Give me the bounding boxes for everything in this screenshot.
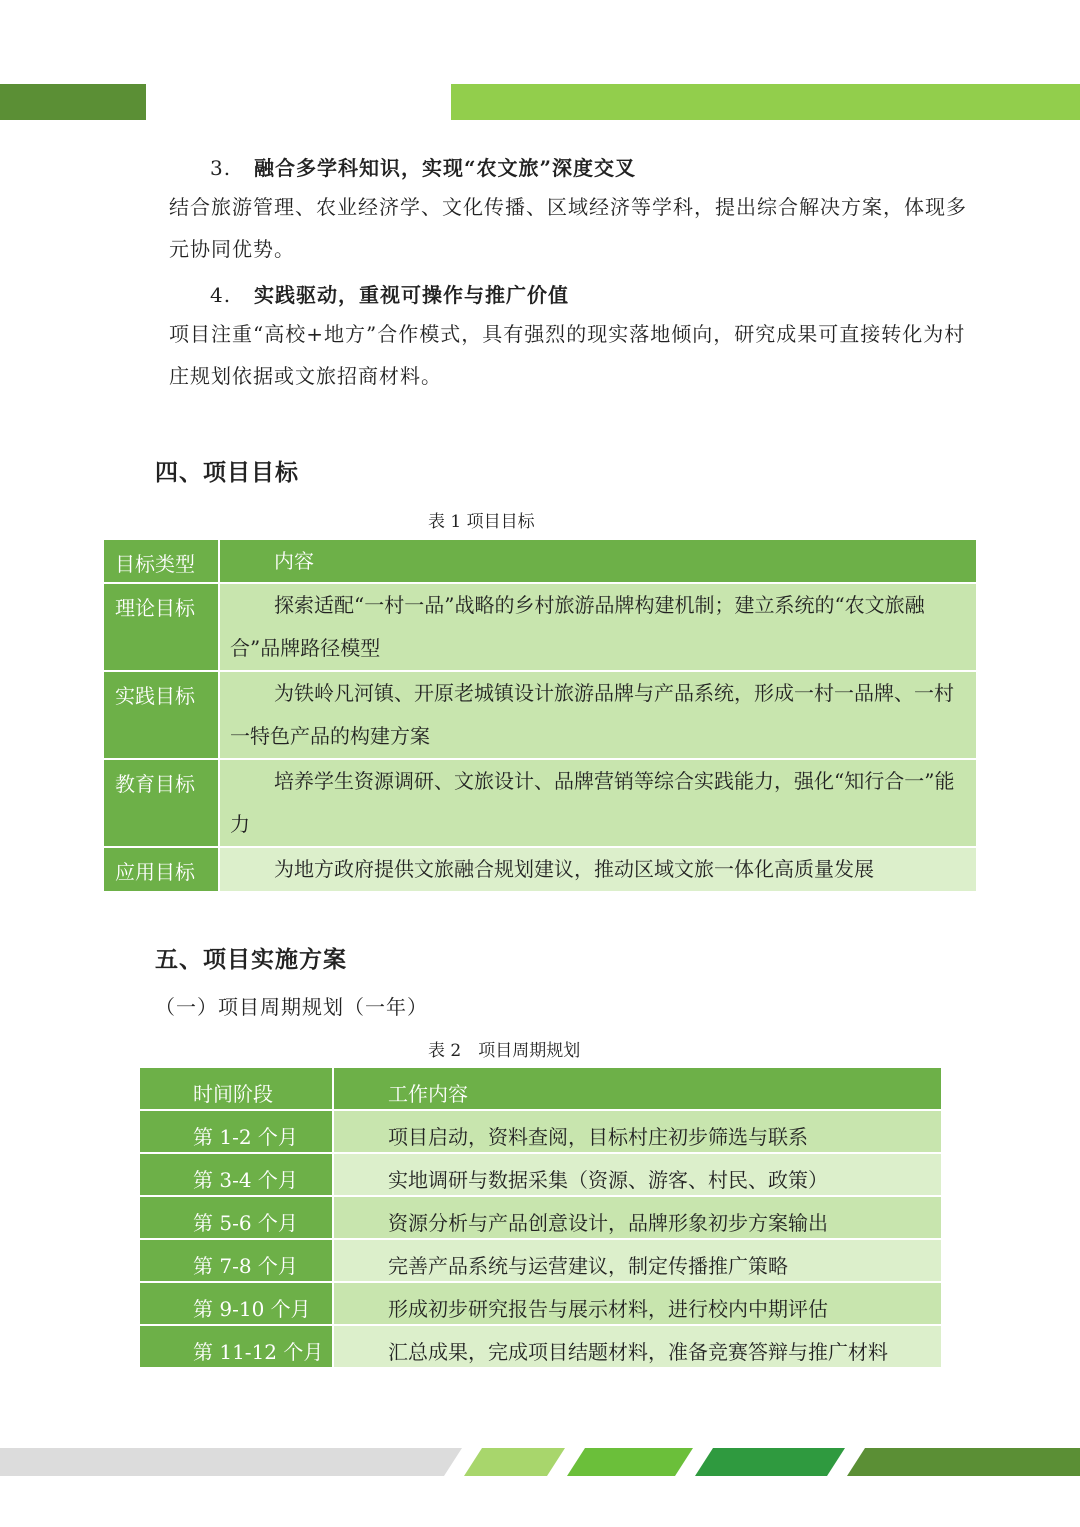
header-band-left: [0, 84, 146, 120]
task-cell: 项目启动，资料查阅，目标村庄初步筛选与联系: [332, 1111, 941, 1152]
table-header-row: [104, 540, 976, 584]
goal-type-cell: 实践目标: [104, 672, 218, 758]
phase-cell: 第 5-6 个月: [140, 1197, 332, 1238]
table-row: [140, 1240, 941, 1283]
task-cell: 汇总成果，完成项目结题材料，准备竞赛答辩与推广材料: [332, 1326, 941, 1367]
goal-content-cell: 探索适配“一村一品”战略的乡村旅游品牌构建机制；建立系统的“农文旅融合”品牌路径模型: [218, 584, 976, 670]
task-cell: 形成初步研究报告与展示材料，进行校内中期评估: [332, 1283, 941, 1324]
phase-cell: 第 11-12 个月: [140, 1326, 332, 1367]
table-row: [104, 848, 976, 893]
table-1-caption: 表 1 项目目标: [428, 512, 535, 532]
footer-stripes: [0, 1448, 1080, 1476]
header-cell: 时间阶段: [140, 1068, 332, 1109]
table-row: [140, 1197, 941, 1240]
table-header-row: [140, 1068, 941, 1111]
header-cell: 内容: [218, 540, 976, 582]
task-cell: 实地调研与数据采集（资源、游客、村民、政策）: [332, 1154, 941, 1195]
goal-content-cell: 为铁岭凡河镇、开原老城镇设计旅游品牌与产品系统，形成一村一品牌、一村一特色产品的构建方案: [218, 672, 976, 758]
footer-stripe-1: [464, 1448, 565, 1476]
goal-type-cell: 理论目标: [104, 584, 218, 670]
point-4-body: 项目注重“高校+地方”合作模式，具有强烈的现实落地倾向，研究成果可直接转化为村庄规划依据或文旅招商材料。: [169, 322, 966, 388]
footer-stripe-3: [695, 1448, 845, 1476]
footer-stripe-4: [847, 1448, 1080, 1476]
phase-cell: 第 3-4 个月: [140, 1154, 332, 1195]
footer-stripe-2: [567, 1448, 693, 1476]
table-row: [140, 1111, 941, 1154]
goals-table: [104, 540, 976, 893]
section-4-title: 四、项目目标: [155, 460, 299, 486]
goal-content-cell: 为地方政府提供文旅融合规划建议，推动区域文旅一体化高质量发展: [218, 848, 976, 891]
task-cell: 资源分析与产品创意设计，品牌形象初步方案输出: [332, 1197, 941, 1238]
table-row: [104, 760, 976, 848]
table-2-caption: 表 2 项目周期规划: [428, 1041, 581, 1061]
table-row: [104, 584, 976, 672]
section-5-title: 五、项目实施方案: [155, 947, 347, 973]
header-cell: 目标类型: [104, 540, 218, 582]
phase-cell: 第 9-10 个月: [140, 1283, 332, 1324]
phase-cell: 第 1-2 个月: [140, 1111, 332, 1152]
point-3-body: 结合旅游管理、农业经济学、文化传播、区域经济等学科，提出综合解决方案，体现多元协同优势。: [169, 195, 967, 261]
table-row: [140, 1326, 941, 1369]
phase-cell: 第 7-8 个月: [140, 1240, 332, 1281]
goal-type-cell: 教育目标: [104, 760, 218, 846]
point-4-heading: 4. 实践驱动，重视可操作与推广价值: [210, 283, 569, 307]
section-5-subtitle: （一）项目周期规划（一年）: [155, 995, 428, 1019]
footer-stripe-gray: [0, 1448, 462, 1476]
table-row: [104, 672, 976, 760]
schedule-table: [140, 1068, 941, 1369]
table-row: [140, 1283, 941, 1326]
table-row: [140, 1154, 941, 1197]
point-3-heading: 3. 融合多学科知识，实现“农文旅”深度交叉: [210, 156, 637, 180]
header-cell: 工作内容: [332, 1068, 941, 1109]
task-cell: 完善产品系统与运营建议，制定传播推广策略: [332, 1240, 941, 1281]
header-band-right: [451, 84, 1080, 120]
goal-content-cell: 培养学生资源调研、文旅设计、品牌营销等综合实践能力，强化“知行合一”能力: [218, 760, 976, 846]
goal-type-cell: 应用目标: [104, 848, 218, 891]
